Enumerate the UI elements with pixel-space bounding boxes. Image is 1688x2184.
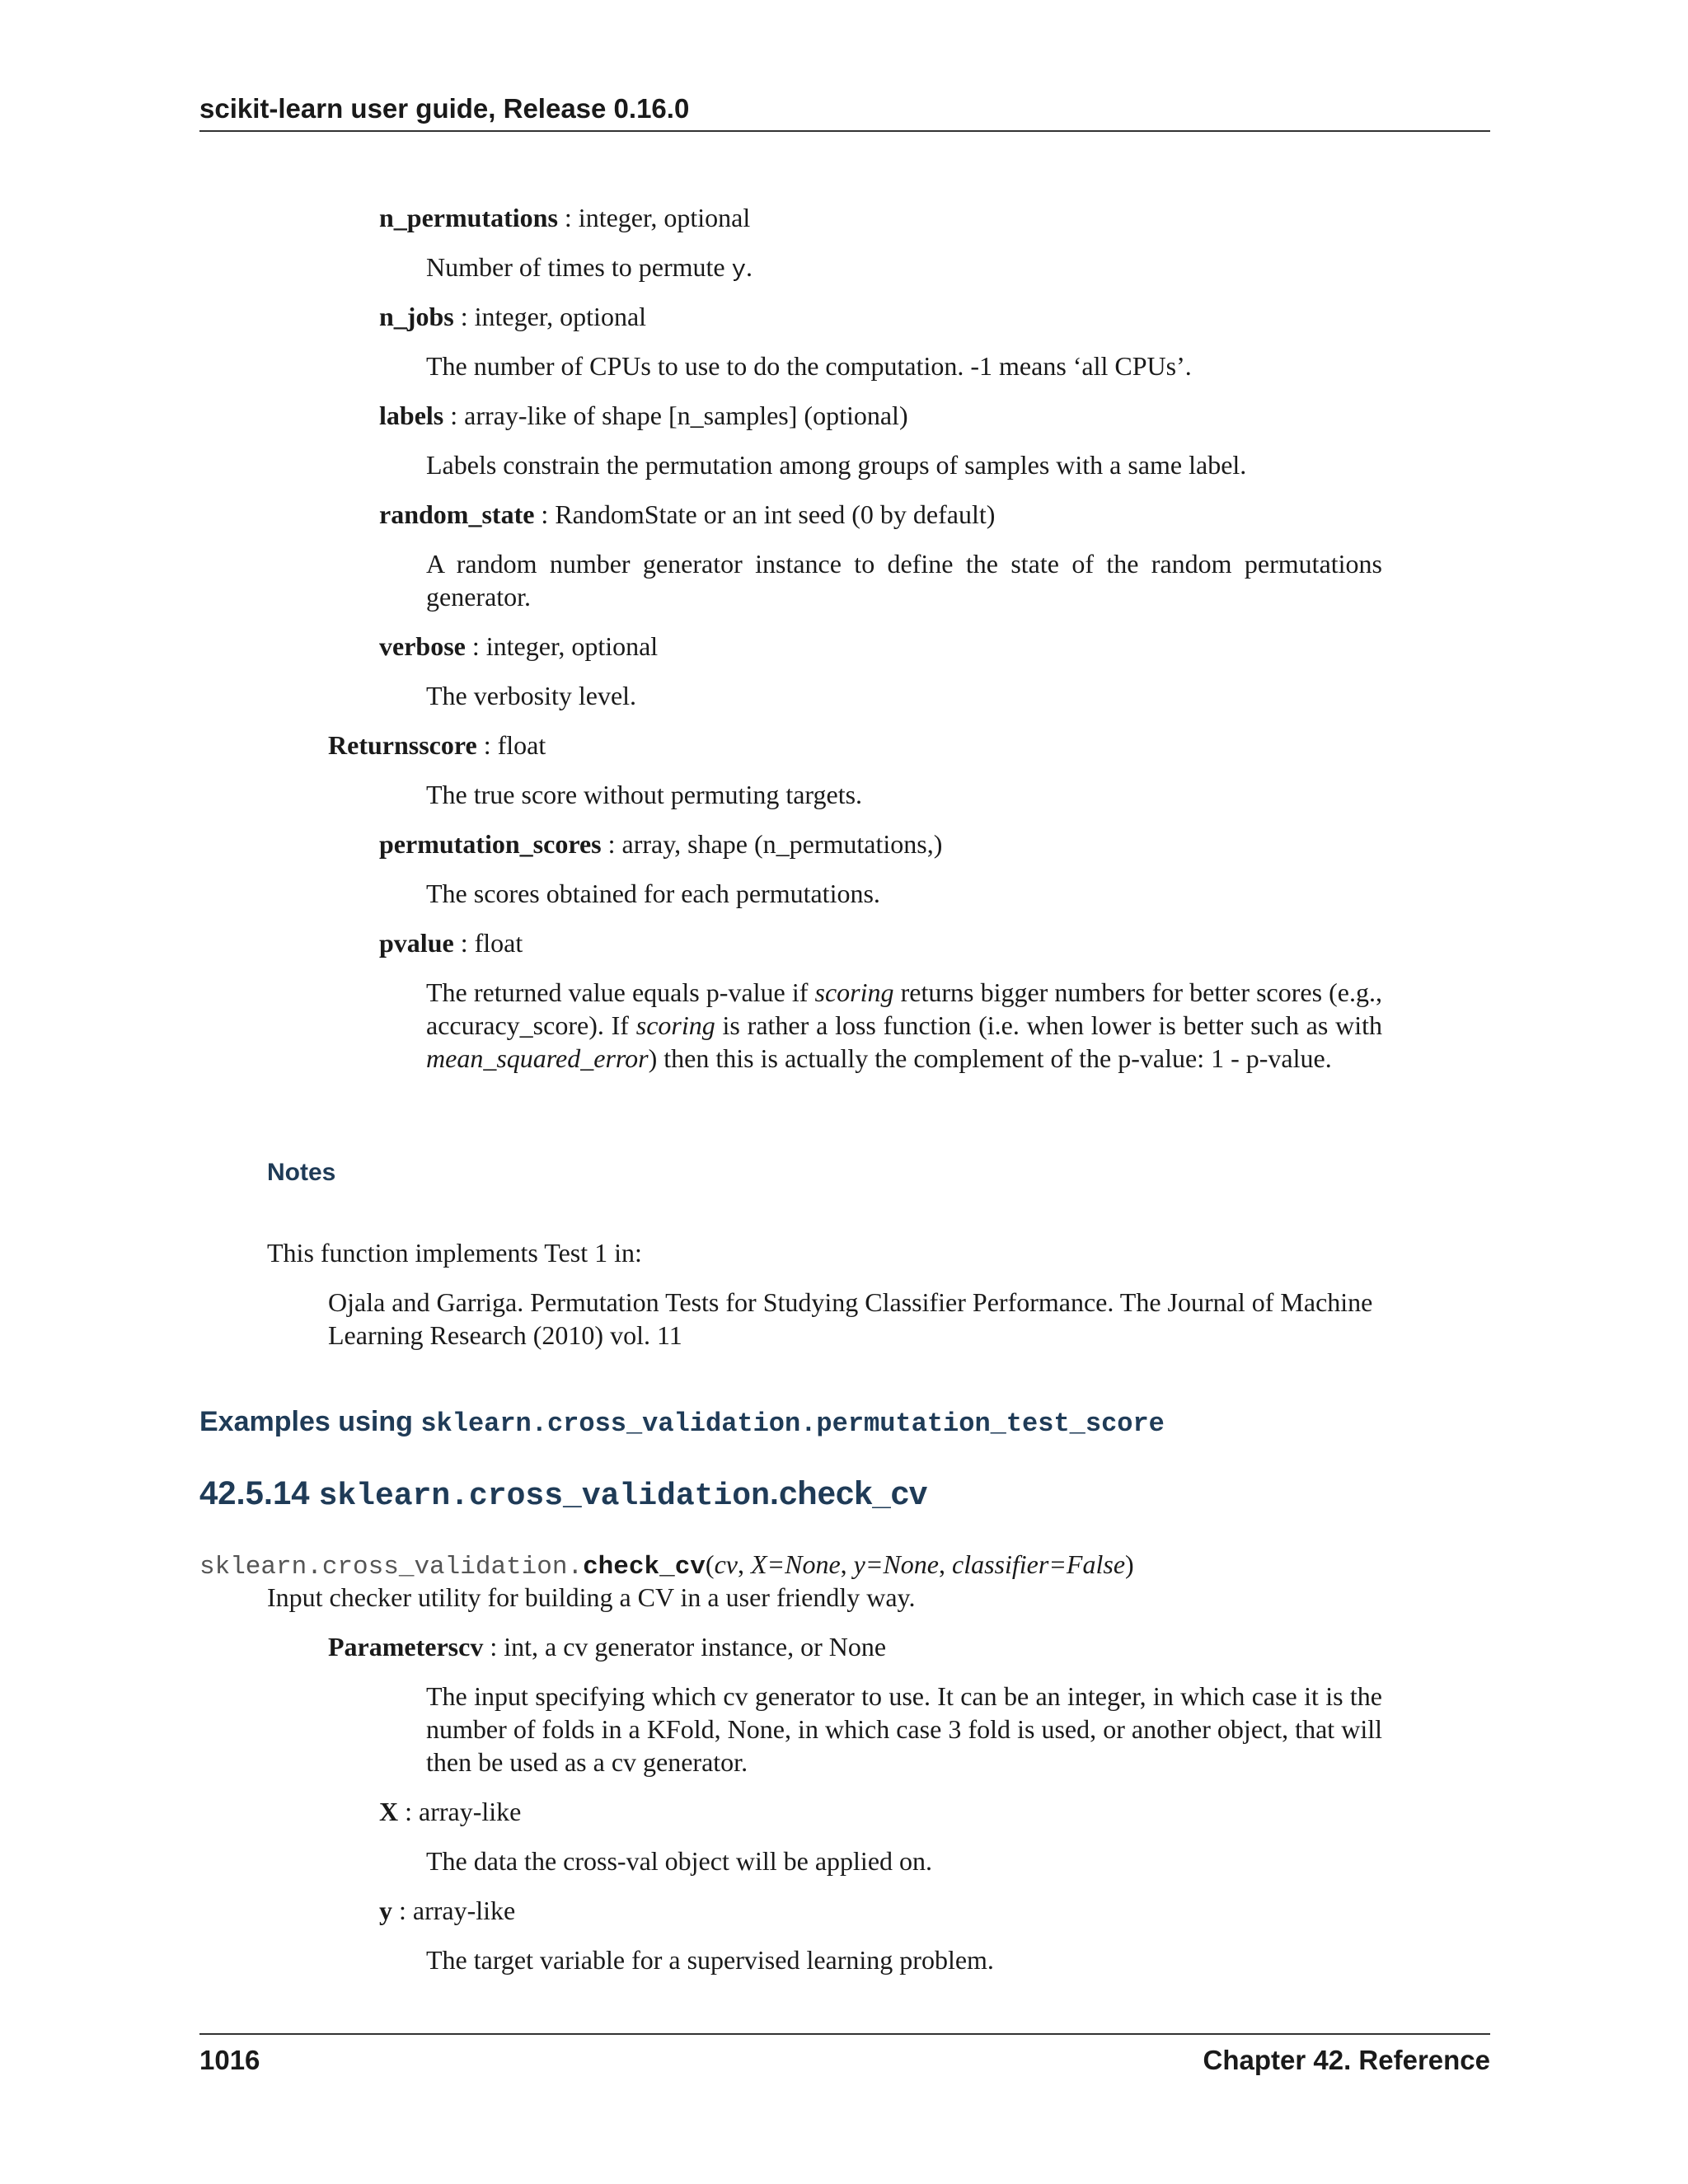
section-module: sklearn.cross_validation [318,1479,770,1514]
notes-intro: This function implements Test 1 in: [267,1238,642,1268]
desc-text: returns bigger numbers for better scores (e.g., accuracy_score). If [426,977,1383,1040]
param-name: X [379,1797,399,1826]
running-footer [199,2033,1490,2084]
sig-func: check_cv [583,1553,706,1582]
sig-arg: X=None [750,1549,841,1579]
param-x [379,1795,521,1828]
desc-italic: mean_squared_error [426,1043,649,1073]
param-name: random_state [379,499,535,529]
param-verbose-desc: The verbosity level. [426,681,637,710]
param-name: y [379,1896,392,1925]
return-name: pvalue [379,928,454,958]
return-score-desc: The true score without permuting targets. [426,780,863,809]
section-heading [199,1474,927,1514]
return-name: permutation_scores [379,829,602,859]
sig-arg: y=None [853,1549,939,1579]
param-random-state-desc: A random number generator instance to define the state of the random permutations generator. [426,549,1382,612]
parameters-label: Parameters [328,1632,459,1661]
inline-code: y [731,256,746,284]
param-type: : RandomState or an int seed (0 by default) [534,499,996,529]
param-labels-desc: Labels constrain the permutation among groups of samples with a same label. [426,450,1247,480]
return-permutation-scores [379,827,942,860]
sig-arg: cv [714,1549,738,1579]
notes-reference: Ojala and Garriga. Permutation Tests for Studying Classifier Performance. The Journal of Machine Learning Research (2010) vol. 11 [328,1287,1373,1350]
section-number: 42.5.14 [199,1475,319,1511]
sig-module: sklearn.cross_validation. [199,1553,584,1582]
param-name: n_permutations [379,203,558,232]
return-type: : float [476,730,546,760]
param-type: : integer, optional [557,203,751,232]
param-n-permutations [379,201,750,234]
return-pvalue-desc [426,976,1382,1075]
examples-code-link[interactable]: sklearn.cross_validation.permutation_test_score [420,1408,1165,1439]
return-name: score [419,730,477,760]
returns-label: Returns [328,730,420,760]
param-labels [379,399,908,432]
param-type: : integer, optional [465,631,659,661]
return-type: : array, shape (n_permutations,) [601,829,943,859]
param-type: : array-like [392,1896,516,1925]
param-type: : integer, optional [453,302,647,331]
param-cv-desc: The input specifying which cv generator to use. It can be an integer, in which case it is the number of folds in a KFold, None, in which case 3 fold is used, or another object, that will then be used as a cv generator. [426,1681,1382,1777]
sig-close: ) [1125,1549,1134,1579]
param-type: : int, a cv generator instance, or None [483,1632,887,1661]
param-name: verbose [379,631,466,661]
sig-sep: , [840,1549,854,1579]
sig-open: ( [705,1549,715,1579]
param-desc-end: . [745,252,753,282]
desc-text: is rather a loss function (i.e. when lower is better such as with [715,1010,1383,1040]
header-title: scikit-learn user guide, Release 0.16.0 [199,93,690,124]
param-name: labels [379,401,444,430]
function-signature [199,1548,1134,1584]
examples-prefix: Examples using [199,1406,421,1437]
param-y-desc: The target variable for a supervised learning problem. [426,1945,994,1975]
returns-field [328,729,546,762]
param-n-jobs [379,300,646,333]
sig-arg: classifier=False [952,1549,1126,1579]
param-random-state [379,498,995,531]
param-verbose [379,630,658,663]
section-func: .check_cv [769,1475,928,1511]
function-summary: Input checker utility for building a CV in a user friendly way. [267,1582,916,1612]
param-type: : array-like of shape [n_samples] (optional) [443,401,908,430]
desc-text: The returned value equals p-value if [426,977,815,1007]
page-number: 1016 [199,2045,260,2075]
param-name: cv [458,1632,484,1661]
return-permutation-scores-desc: The scores obtained for each permutations. [426,879,880,908]
param-y [379,1894,515,1927]
parameters-field [328,1630,886,1663]
sig-sep: , [737,1549,751,1579]
desc-text: ) then this is actually the complement of the p-value: 1 - p-value. [648,1043,1332,1073]
param-n-jobs-desc: The number of CPUs to use to do the computation. -1 means ‘all CPUs’. [426,351,1192,381]
chapter-label: Chapter 42. Reference [1203,2045,1490,2075]
param-name: n_jobs [379,302,454,331]
sig-sep: , [939,1549,952,1579]
param-desc: Number of times to permute [426,252,732,282]
return-pvalue [379,926,523,959]
return-type: : float [453,928,523,958]
desc-italic: scoring [814,977,894,1007]
notes-heading: Notes [267,1159,336,1186]
param-type: : array-like [398,1797,522,1826]
desc-italic: scoring [635,1010,715,1040]
running-header [199,92,1490,132]
examples-heading[interactable] [199,1406,1165,1439]
param-x-desc: The data the cross-val object will be applied on. [426,1846,933,1876]
param-n-permutations-desc [426,251,753,287]
